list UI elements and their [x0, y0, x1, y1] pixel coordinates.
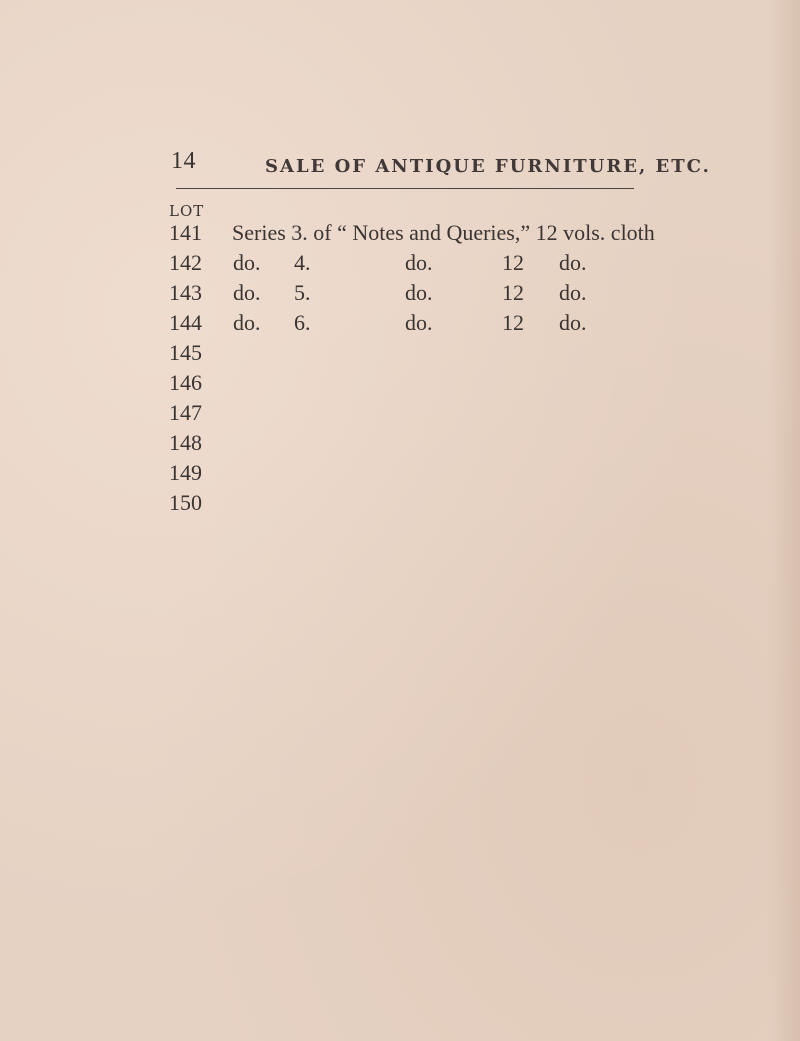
lot-number: 141	[169, 220, 202, 245]
ditto-mark: do.	[405, 280, 433, 305]
series-number: 5.	[294, 280, 311, 305]
lot-row	[0, 308, 800, 338]
lot-row	[0, 338, 800, 368]
ditto-mark: do.	[233, 250, 261, 275]
lot-row	[0, 458, 800, 488]
lot-row	[0, 248, 800, 278]
header-rule	[176, 188, 634, 189]
ditto-mark: do.	[559, 250, 587, 275]
ditto-mark: do.	[405, 310, 433, 335]
lot-number: 149	[169, 460, 202, 485]
ditto-mark: do.	[559, 310, 587, 335]
lot-number: 143	[169, 280, 202, 305]
volume-count: 12	[502, 310, 524, 335]
lot-list	[0, 218, 800, 518]
page-number: 14	[171, 148, 196, 174]
lot-number: 146	[169, 370, 202, 395]
lot-row	[0, 278, 800, 308]
lot-number: 144	[169, 310, 202, 335]
series-number: 6.	[294, 310, 311, 335]
lot-row	[0, 218, 800, 248]
lot-description: Series 3. of “ Notes and Queries,” 12 vols. cloth	[232, 220, 655, 245]
lot-number: 142	[169, 250, 202, 275]
lot-number: 147	[169, 400, 202, 425]
ditto-mark: do.	[233, 310, 261, 335]
ditto-mark: do.	[233, 280, 261, 305]
lot-row	[0, 398, 800, 428]
lot-number: 145	[169, 340, 202, 365]
lot-column-heading: LOT	[169, 202, 205, 220]
lot-row	[0, 428, 800, 458]
lot-number: 148	[169, 430, 202, 455]
series-number: 4.	[294, 250, 311, 275]
ditto-mark: do.	[559, 280, 587, 305]
lot-row	[0, 488, 800, 518]
ditto-mark: do.	[405, 250, 433, 275]
lot-number: 150	[169, 490, 202, 515]
lot-row	[0, 368, 800, 398]
volume-count: 12	[502, 250, 524, 275]
running-head: SALE OF ANTIQUE FURNITURE, ETC.	[265, 156, 711, 177]
volume-count: 12	[502, 280, 524, 305]
